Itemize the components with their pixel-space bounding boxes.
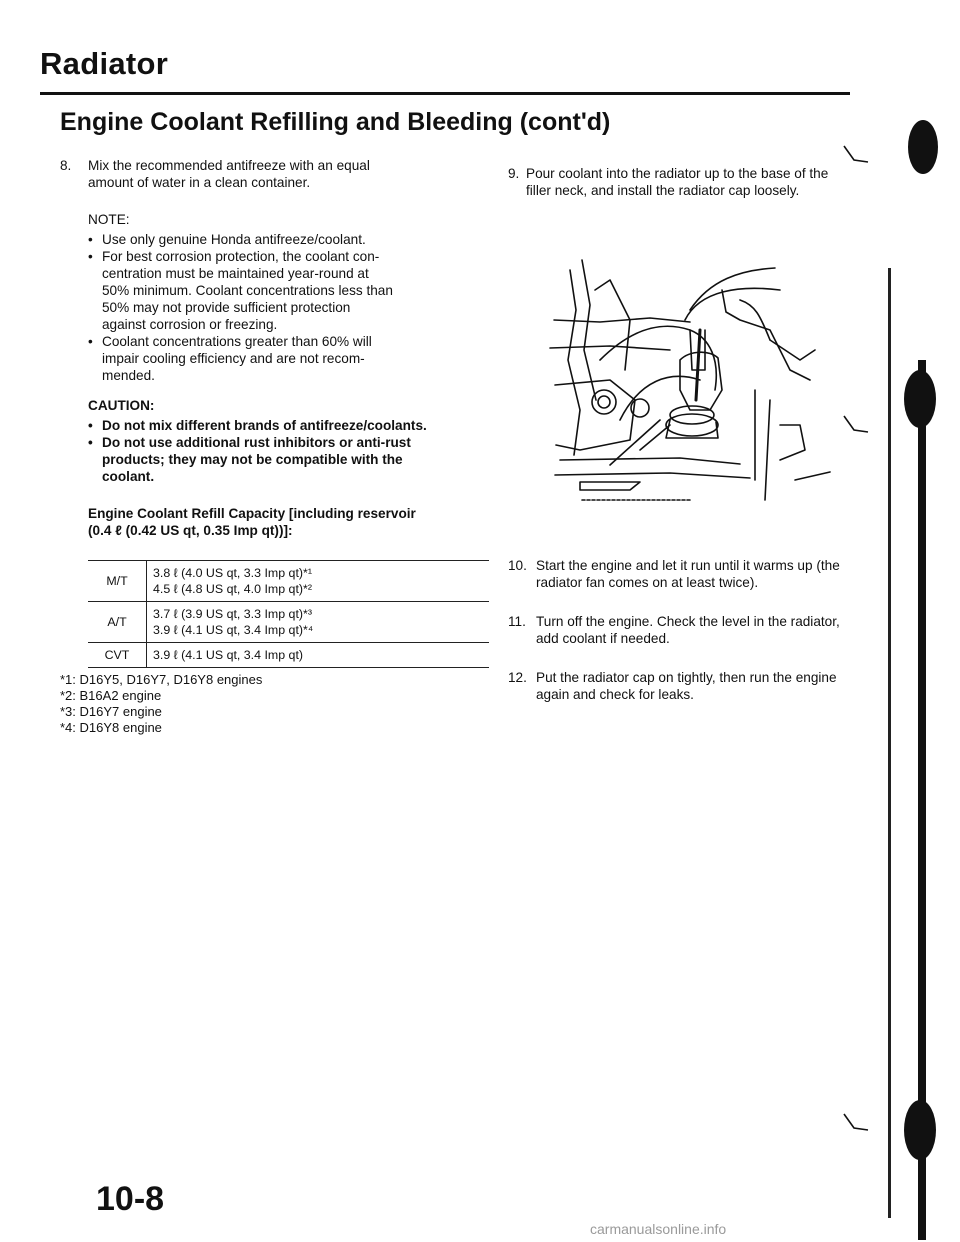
page-title: Radiator <box>40 46 169 81</box>
step-10-line-1: Start the engine and let it run until it warms up (the <box>536 558 840 573</box>
capacity-value: 3.9 ℓ (4.1 US qt, 3.4 Imp qt)*⁴ <box>153 623 314 637</box>
note-bullet-3: • <box>88 334 93 349</box>
caution-label: CAUTION: <box>88 398 155 413</box>
capacity-table <box>88 560 489 668</box>
capacity-value: 3.9 ℓ (4.1 US qt, 3.4 Imp qt) <box>153 648 304 662</box>
note-list <box>88 232 488 422</box>
capacity-cell <box>147 602 490 643</box>
binding-mark <box>904 370 936 428</box>
step-9-number: 9. <box>508 166 520 181</box>
table-row <box>88 602 489 643</box>
refill-capacity-line-2: (0.4 ℓ (0.42 US qt, 0.35 Imp qt))]: <box>88 523 293 538</box>
step-10-line-2: radiator fan comes on at least twice). <box>536 575 759 590</box>
footnote-4: *4: D16Y8 engine <box>60 720 162 735</box>
note-item-2-line-4: 50% may not provide sufficient protection <box>102 300 351 315</box>
note-item-2-line-1: For best corrosion protection, the coolant con- <box>102 249 380 264</box>
footnote-1: *1: D16Y5, D16Y7, D16Y8 engines <box>60 672 263 687</box>
step-8-number: 8. <box>60 158 72 173</box>
footnote-3: *3: D16Y7 engine <box>60 704 162 719</box>
corner-bracket-mark <box>840 410 870 440</box>
step-10-number: 10. <box>508 558 527 573</box>
step-9 <box>508 166 858 202</box>
note-label: NOTE: <box>88 212 130 227</box>
step-10 <box>508 558 878 594</box>
footnotes <box>60 672 480 742</box>
corner-bracket-mark <box>840 140 870 170</box>
refill-capacity-line-1: Engine Coolant Refill Capacity [including reservoir <box>88 506 416 521</box>
step-12-line-1: Put the radiator cap on tightly, then run the engine <box>536 670 837 685</box>
note-item-3-line-2: impair cooling efficiency and are not recom- <box>102 351 365 366</box>
note-item-3-line-3: mended. <box>102 368 155 383</box>
trans-cell: M/T <box>88 561 147 602</box>
step-8 <box>60 158 480 198</box>
note-item-2-line-2: centration must be maintained year-round at <box>102 266 369 281</box>
note-item-1-line-1: Use only genuine Honda antifreeze/coolant. <box>102 232 366 247</box>
capacity-value: 4.5 ℓ (4.8 US qt, 4.0 Imp qt)*² <box>153 582 312 596</box>
capacity-value: 3.7 ℓ (3.9 US qt, 3.3 Imp qt)*³ <box>153 607 312 621</box>
caution-bullet-2: • <box>88 435 93 450</box>
step-9-line-2: filler neck, and install the radiator cap loosely. <box>526 183 800 198</box>
step-9-line-1: Pour coolant into the radiator up to the base of the <box>526 166 829 181</box>
section-heading: Engine Coolant Refilling and Bleeding (cont'd) <box>60 108 611 136</box>
caution-list <box>88 418 498 488</box>
note-bullet-2: • <box>88 249 93 264</box>
capacity-value: 3.8 ℓ (4.0 US qt, 3.3 Imp qt)*¹ <box>153 566 312 580</box>
table-row <box>88 643 489 668</box>
note-item-2-line-5: against corrosion or freezing. <box>102 317 278 332</box>
binding-mark <box>904 1100 936 1160</box>
note-item-2-line-3: 50% minimum. Coolant concentrations less than <box>102 283 393 298</box>
capacity-cell <box>147 561 490 602</box>
step-12-line-2: again and check for leaks. <box>536 687 694 702</box>
step-11-line-2: add coolant if needed. <box>536 631 670 646</box>
margin-rule <box>888 268 891 1218</box>
trans-cell: CVT <box>88 643 147 668</box>
page-number: 10-8 <box>96 1180 165 1218</box>
capacity-cell <box>147 643 490 668</box>
refill-capacity <box>88 506 508 542</box>
step-8-line-1: Mix the recommended antifreeze with an equal <box>88 158 370 173</box>
step-8-line-2: amount of water in a clean container. <box>88 175 311 190</box>
trans-cell: A/T <box>88 602 147 643</box>
caution-item-1-line-1: Do not mix different brands of antifreeze/coolants. <box>102 418 427 433</box>
caution-item-2-line-3: coolant. <box>102 469 155 484</box>
step-11-line-1: Turn off the engine. Check the level in the radiator, <box>536 614 840 629</box>
title-rule <box>40 92 850 95</box>
caution-item-2-line-2: products; they may not be compatible with the <box>102 452 403 467</box>
step-12-number: 12. <box>508 670 527 685</box>
step-11 <box>508 614 878 650</box>
binding-mark <box>908 120 938 174</box>
step-11-number: 11. <box>508 614 526 629</box>
caution-bullet-1: • <box>88 418 93 433</box>
table-row <box>88 561 489 602</box>
watermark: carmanualsonline.info <box>590 1221 727 1237</box>
note-bullet-1: • <box>88 232 93 247</box>
footnote-2: *2: B16A2 engine <box>60 688 162 703</box>
radiator-fill-illustration <box>540 250 840 510</box>
corner-bracket-mark <box>840 1108 870 1138</box>
step-12 <box>508 670 878 706</box>
caution-item-2-line-1: Do not use additional rust inhibitors or anti-rust <box>102 435 411 450</box>
note-item-3-line-1: Coolant concentrations greater than 60% will <box>102 334 372 349</box>
